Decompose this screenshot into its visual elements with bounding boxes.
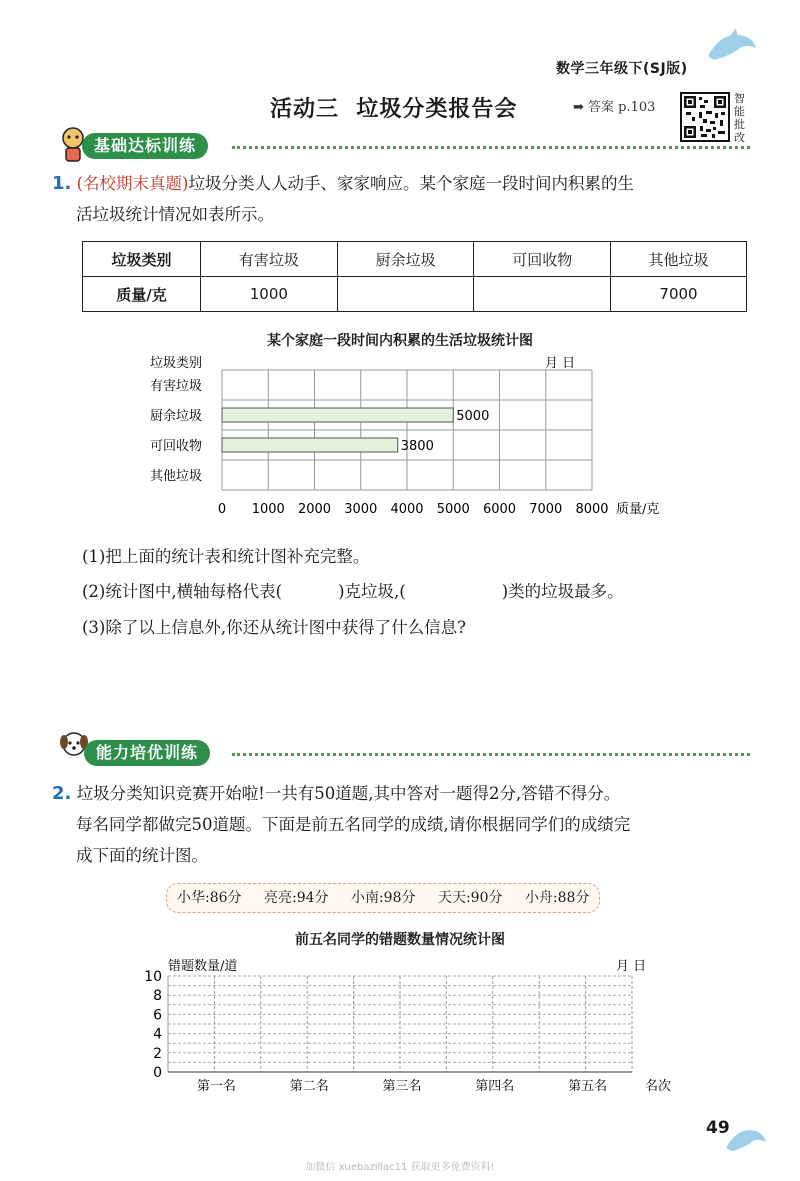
score-item: 小南:98分 xyxy=(350,890,416,906)
qr-side-char: 改 xyxy=(734,131,745,144)
question-2 xyxy=(52,778,762,871)
page-title: 活动三 垃圾分类报告会 xyxy=(270,97,518,122)
x-axis-title: 名次 xyxy=(644,1079,672,1094)
category-label: 第四名 xyxy=(475,1079,515,1094)
table-header-cell: 其他垃圾 xyxy=(611,242,747,277)
arrow-right-icon: ➡ xyxy=(573,100,584,115)
table-header-cell: 有害垃圾 xyxy=(200,242,337,277)
page-number: 49 xyxy=(706,1118,730,1138)
bar-value-label: 3800 xyxy=(400,439,434,454)
garbage-table xyxy=(82,241,747,312)
category-label: 厨余垃圾 xyxy=(150,409,203,424)
category-label: 有害垃圾 xyxy=(150,379,203,394)
x-tick-label: 0 xyxy=(217,502,227,517)
question-number: 1. xyxy=(52,173,72,194)
y-tick-label: 8 xyxy=(153,988,162,1005)
section-banner-advanced: 能力培优训练 xyxy=(84,740,210,766)
question-tag: (名校期末真题) xyxy=(76,174,189,193)
category-label: 第二名 xyxy=(289,1079,329,1094)
x-tick-label: 6000 xyxy=(482,502,517,517)
y-tick-label: 2 xyxy=(153,1045,162,1062)
qr-code-icon[interactable] xyxy=(680,92,730,142)
section-banner-basic: 基础达标训练 xyxy=(82,133,208,159)
qr-side-label xyxy=(734,92,748,144)
x-tick-label: 7000 xyxy=(529,502,563,517)
dolphin-icon xyxy=(700,22,760,72)
chart-2-vertical-bar xyxy=(120,950,700,1100)
table-header-row xyxy=(83,242,747,277)
y-tick-label: 6 xyxy=(153,1007,162,1024)
score-item: 天天:90分 xyxy=(437,890,503,906)
y-axis-title: 错题数量/道 xyxy=(168,959,238,974)
x-tick-label: 3000 xyxy=(344,502,378,517)
x-tick-label: 5000 xyxy=(436,502,470,517)
category-label: 其他垃圾 xyxy=(150,469,203,484)
y-tick-label: 0 xyxy=(153,1065,162,1081)
banner-divider xyxy=(232,753,750,756)
answer-ref-text: 答案 p.103 xyxy=(588,100,656,115)
x-tick-label: 8000 xyxy=(575,502,609,517)
subquestion-2-text: )类的垃圾最多。 xyxy=(501,582,624,601)
category-label: 可回收物 xyxy=(150,439,203,454)
category-label: 第五名 xyxy=(568,1079,608,1094)
banner-divider xyxy=(232,146,750,149)
subquestion-3: (3)除了以上信息外,你还从统计图中获得了什么信息? xyxy=(82,618,466,637)
x-tick-label: 4000 xyxy=(390,502,424,517)
answer-reference xyxy=(573,96,655,115)
table-row-label: 质量/克 xyxy=(83,277,201,312)
date-label: 月 日 xyxy=(616,959,647,974)
date-label: 月 日 xyxy=(545,356,576,371)
table-cell-blank[interactable] xyxy=(474,277,611,312)
table-cell: 7000 xyxy=(611,277,747,312)
chart-1-horizontal-bar xyxy=(140,350,700,535)
question-text: 成下面的统计图。 xyxy=(76,846,208,865)
table-cell: 1000 xyxy=(200,277,337,312)
score-item: 小舟:88分 xyxy=(524,890,590,906)
question-text: 垃圾分类人人动手、家家响应。某个家庭一段时间内积累的生 xyxy=(188,174,634,193)
y-tick-label: 4 xyxy=(153,1026,162,1043)
scores-box xyxy=(166,883,600,913)
question-number: 2. xyxy=(52,783,72,804)
question-text: 活垃圾统计情况如表所示。 xyxy=(76,205,274,224)
qr-side-char: 批 xyxy=(734,118,745,131)
table-cell-blank[interactable] xyxy=(337,277,474,312)
table-header-cell: 垃圾类别 xyxy=(83,242,201,277)
x-tick-label: 2000 xyxy=(297,502,332,517)
question-text: 垃圾分类知识竞赛开始啦!一共有50道题,其中答对一题得2分,答错不得分。 xyxy=(76,784,621,803)
chart-2-title: 前五名同学的错题数量情况统计图 xyxy=(295,932,505,948)
table-header-cell: 厨余垃圾 xyxy=(337,242,474,277)
score-item: 小华:86分 xyxy=(177,890,242,906)
x-axis-title: 质量/克 xyxy=(616,502,660,517)
bar xyxy=(222,408,453,422)
table-header-cell: 可回收物 xyxy=(474,242,611,277)
question-text: 每名同学都做完50道题。下面是前五名同学的成绩,请你根据同学们的成绩完 xyxy=(76,815,631,834)
y-tick-label: 10 xyxy=(144,969,162,985)
qr-side-char: 能 xyxy=(734,105,745,118)
subquestion-1: (1)把上面的统计表和统计图补充完整。 xyxy=(82,547,370,566)
subquestion-2-text: (2)统计图中,横轴每格代表( xyxy=(82,582,283,601)
score-item: 亮亮:94分 xyxy=(263,890,329,906)
table-row xyxy=(83,277,747,312)
category-label: 第一名 xyxy=(196,1079,236,1094)
bar xyxy=(222,438,398,452)
y-axis-title: 垃圾类别 xyxy=(150,356,203,371)
category-label: 第三名 xyxy=(382,1079,422,1094)
chart-1-title: 某个家庭一段时间内积累的生活垃圾统计图 xyxy=(267,333,533,349)
qr-side-char: 智 xyxy=(734,92,745,105)
subquestion-2 xyxy=(82,576,762,607)
subquestion-2-text: )克垃圾,( xyxy=(338,582,406,601)
bar-value-label: 5000 xyxy=(456,409,490,424)
x-tick-label: 1000 xyxy=(251,502,285,517)
book-label: 数学三年级下(SJ版) xyxy=(556,61,688,77)
question-1 xyxy=(52,168,752,230)
watermark-text: 加微信 xuebazillac11 获取更多免费资料! xyxy=(305,1162,495,1173)
